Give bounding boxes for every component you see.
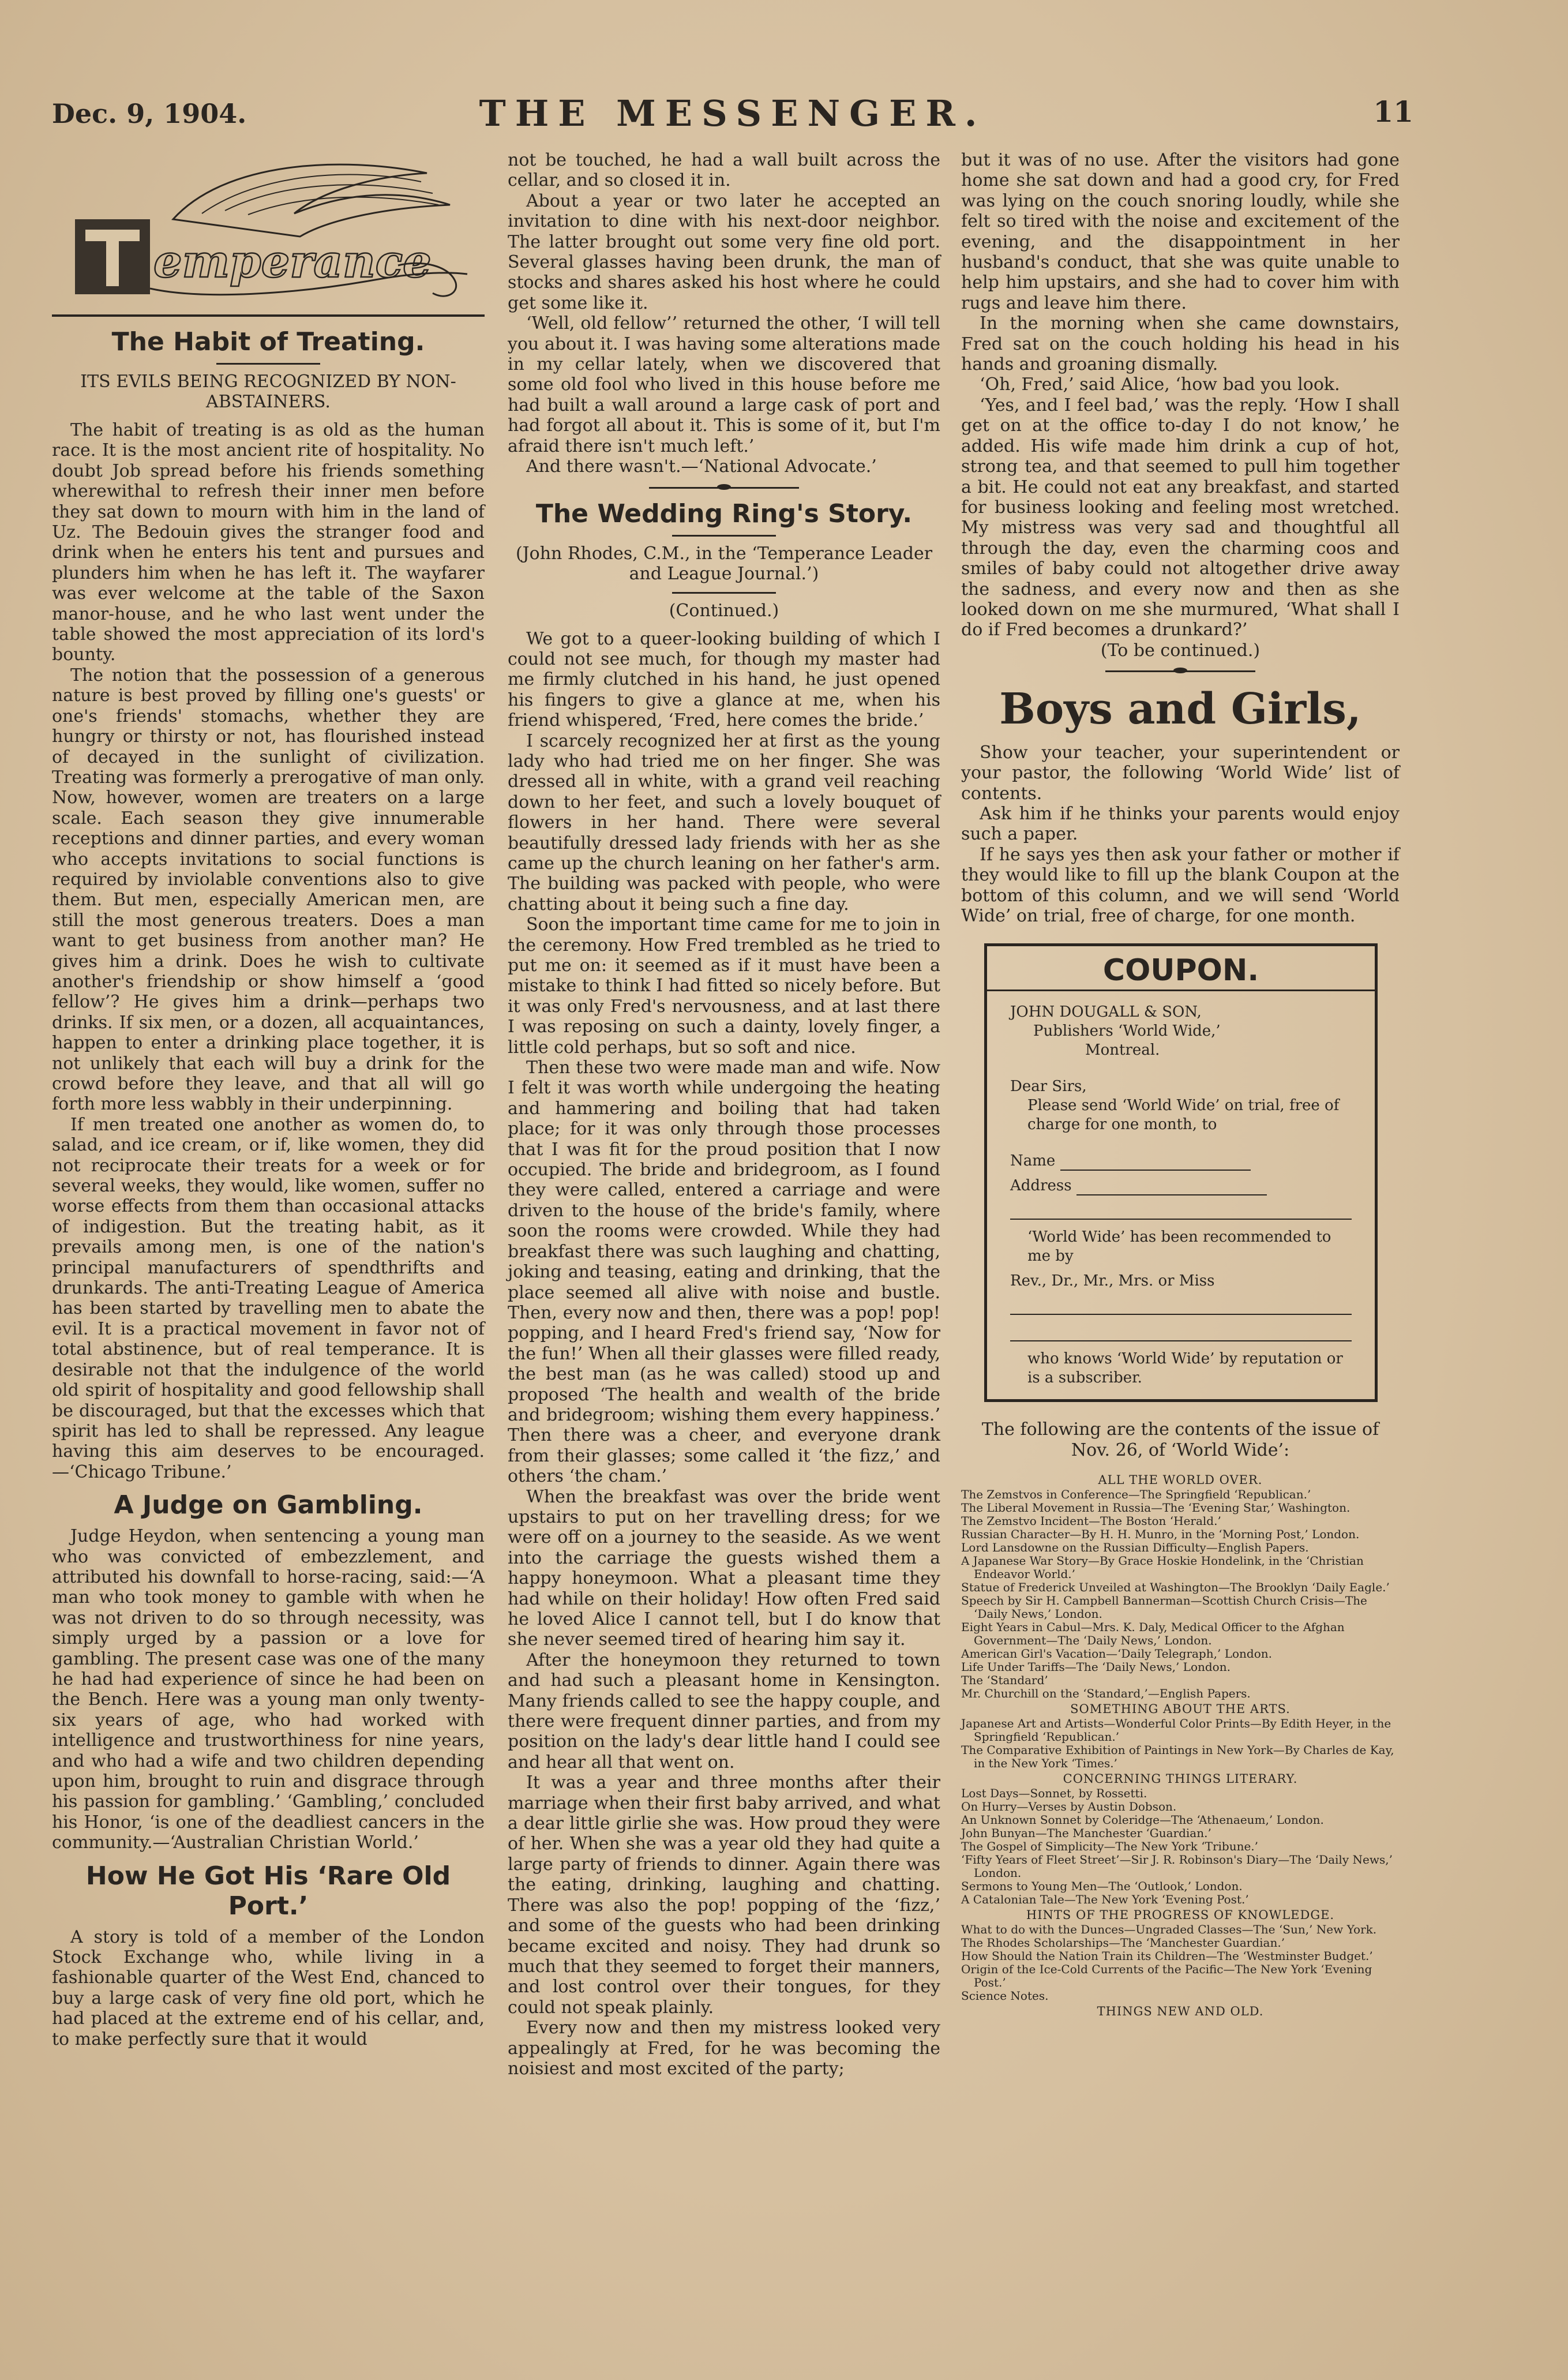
- newspaper-title: THE MESSENGER.: [479, 92, 986, 134]
- contents-item: The Rhodes Scholarships—The ‘Manchester Guardian.’: [961, 1936, 1285, 1950]
- continued-label: (Continued.): [669, 600, 779, 621]
- contents-item: An Unknown Sonnet by Coleridge—The ‘Athenaeum,’ London.: [961, 1813, 1324, 1827]
- heading-judge-on-gambling: A Judge on Gambling.: [114, 1490, 423, 1520]
- contents-item: John Bunyan—The Manchester ‘Guardian.’: [961, 1826, 1211, 1841]
- paragraph: If men treated one another as women do, to salad, and ice cream, or if, like women, they did not reciprocate their treats for a week or for several weeks, they would, like women, suffer no worse effects from them than occasional attacks of indigestion. But the treating habit, as it prevails among men, is one of the nation's principal manufacturers of spendthrifts and drunkards. The anti-Treating League of America has been started by travelling men to abate the evil. It is a practical movement in favor not of total abstinence, but of real temperance. It is desirable not that the indulgence of the world old spirit of hospitality and good fellowship shall be discouraged, but that the excesses which that spirit has led to shall be repressed. Any league having this aim deserves to be encouraged.—‘Chicago Tribune.’: [52, 1114, 485, 1482]
- titles-label: Rev., Dr., Mr., Mrs. or Miss: [1010, 1272, 1215, 1290]
- publisher-city: Montreal.: [1085, 1041, 1160, 1059]
- subheading-treating: ITS EVILS BEING RECOGNIZED BY NON-ABSTAINERS.: [80, 372, 456, 412]
- contents-item: Origin of the Ice-Cold Currents of the Pacific—The New York ‘Evening Post.’: [961, 1962, 1372, 1990]
- contents-item: The Zemstvo Incident—The Boston ‘Herald.’: [961, 1514, 1221, 1528]
- contents-item: A Catalonian Tale—The New York ‘Evening Post.’: [961, 1892, 1249, 1907]
- paragraph: but it was of no use. After the visitors had gone home she sat down and had a good cry, for Fred was lying on the couch snoring loudly, while she felt so tired with the noise and excitement of the evening, and the disappointment in her husband's conduct, that she was quite unable to help him upstairs, and she had to cover him with rugs and leave him there.: [961, 150, 1400, 313]
- paragraph: The habit of treating is as old as the human race. It is the most ancient rite of hospitality. No doubt Job spread before his friends something wherewithal to refresh their inner men before they sat down to mourn with him in the land of Uz. The Bedouin gives the stranger food and drink when he enters his tent and pursues and plunders him when he has left it. The wayfarer was ever welcome at the table of the Saxon manor-house, and he who last went under the table showed the most appreciation of its lord's bounty.: [52, 420, 485, 665]
- contents-item: Mr. Churchill on the ‘Standard,’—English Papers.: [961, 1686, 1251, 1701]
- paragraph: Every now and then my mistress looked very appealingly at Fred, for he was becoming the noisiest and most excited of the party;: [508, 2018, 940, 2079]
- heading-rare-old-port: How He Got His ‘Rare Old Port.’: [85, 1861, 451, 1921]
- paragraph: Ask him if he thinks your parents would enjoy such a paper.: [961, 803, 1400, 845]
- contents-section-title: ALL THE WORLD OVER.: [1098, 1473, 1263, 1487]
- paragraph: ‘Well, old fellow’’ returned the other, ‘I will tell you about it. I was having some alterations made in my cellar lately, when we discovered that some old fool who lived in this house before me had built a wall around a large cask of port and had forgot all about it. This is some of it, but I'm afraid there isn't much left.’: [508, 313, 940, 456]
- contents-item: The Zemstvos in Conference—The Springfield ‘Republican.’: [961, 1487, 1311, 1502]
- contents-item: The ‘Standard’: [961, 1673, 1048, 1688]
- divider-ornament: [1105, 668, 1255, 674]
- salutation: Dear Sirs,: [1010, 1078, 1087, 1096]
- address-line-2[interactable]: [1010, 1201, 1352, 1220]
- page-header: [52, 92, 1413, 133]
- paragraph: About a year or two later he accepted an invitation to dine with his next-door neighbor. The latter brought out some very fine old port. Several glasses having been drunk, the man of stocks and shares asked his host where he could get some like it.: [508, 190, 940, 313]
- contents-item: The Gospel of Simplicity—The New York ‘Tribune.’: [961, 1839, 1259, 1854]
- paragraph: Show your teacher, your superintendent or your pastor, the following ‘World Wide’ list of contents.: [961, 742, 1400, 804]
- temperance-banner-art: [52, 150, 485, 314]
- name-label: Name: [1010, 1152, 1056, 1170]
- contents-section-title: CONCERNING THINGS LITERARY.: [1063, 1772, 1298, 1786]
- paragraph: I scarcely recognized her at first as the young lady who had tried me on her finger. She was dressed all in white, with a grand veil reaching down to her feet, and such a lovely bouquet of flowers in her hand. There were several beautifully dressed lady friends with her as she came up the church leaning on her father's arm. The building was packed with people, who were chatting about it being such a fine day.: [508, 730, 940, 914]
- contents-item: Statue of Frederick Unveiled at Washington—The Brooklyn ‘Daily Eagle.’: [961, 1580, 1390, 1595]
- coupon-form: [984, 943, 1378, 1402]
- name-line[interactable]: [1060, 1157, 1251, 1171]
- paragraph: When the breakfast was over the bride went upstairs to put on her travelling dress; for we were off on a journey to the seaside. As we went into the carriage the guests wished them a happy honeymoon. What a pleasant time they had while on their holiday! How often Fred said he loved Alice I cannot tell, but I do know that she never seemed tired of hearing him say it.: [508, 1486, 940, 1650]
- contents-item: The Comparative Exhibition of Paintings in New York—By Charles de Kay, in the New York ‘Times.’: [961, 1743, 1394, 1771]
- contents-section-title: HINTS OF THE PROGRESS OF KNOWLEDGE.: [1026, 1908, 1335, 1922]
- source-attribution: (John Rhodes, C.M., in the ‘Temperance Leader and League Journal.’): [515, 543, 933, 584]
- request-text: Please send ‘World Wide’ on trial, free of charge for one month, to: [1027, 1097, 1340, 1134]
- name-field[interactable]: [1010, 1152, 1352, 1171]
- contents-item: Lord Lansdowne on the Russian Difficulty—English Papers.: [961, 1541, 1309, 1555]
- contents-item: On Hurry—Verses by Austin Dobson.: [961, 1800, 1177, 1814]
- paragraph: In the morning when she came downstairs, Fred sat on the couch holding his head in his hands and groaning dismally.: [961, 313, 1400, 375]
- recommender-line-1[interactable]: [1010, 1296, 1352, 1315]
- contents-item: Russian Character—By H. H. Munro, in the ‘Morning Post,’ London.: [961, 1527, 1360, 1542]
- to-be-continued: (To be continued.): [1100, 640, 1261, 661]
- divider: [672, 592, 776, 594]
- heading-habit-of-treating: The Habit of Treating.: [111, 327, 425, 357]
- paragraph: And there wasn't.—‘National Advocate.’: [526, 456, 877, 477]
- contents-item: What to do with the Dunces—Ungraded Classes—The ‘Sun,’ New York.: [961, 1922, 1377, 1937]
- paragraph: We got to a queer-looking building of which I could not see much, for though my master had me firmly clutched in his hand, he just opened his fingers to give a glance at me, when his friend whispered, ‘Fred, here comes the bride.’: [508, 628, 940, 731]
- address-label: Address: [1010, 1177, 1072, 1195]
- contents-item: Eight Years in Cabul—Mrs. K. Daly, Medical Officer to the Afghan Government—The ‘Daily News,’ London.: [961, 1620, 1345, 1648]
- heading-boys-and-girls: Boys and Girls,: [999, 684, 1361, 734]
- heading-wedding-ring-story: The Wedding Ring's Story.: [535, 499, 913, 529]
- publisher-title: Publishers ‘World Wide,’: [1033, 1022, 1221, 1040]
- issue-date: Dec. 9, 1904.: [52, 98, 247, 129]
- paragraph: ‘Yes, and I feel bad,’ was the reply. ‘How I shall get on at the office to-day I do not know,’ he added. His wife made him drink a cup of hot, strong tea, and that seemed to pull him together a bit. He could not eat any breakfast, and started for business looking and feeling most wretched. My mistress was very sad and thoughtful all through the day, even the charming coos and smiles of baby could not altogether drive away the sadness, and every now and then as she looked down on me she murmured, ‘What shall I do if Fred becomes a drunkard?’: [961, 395, 1400, 640]
- contents-item: A Japanese War Story—By Grace Hoskie Hondelink, in the ‘Christian Endeavor World.’: [961, 1554, 1364, 1581]
- divider-ornament: [649, 484, 799, 491]
- paragraph: It was a year and three months after their marriage when their first baby arrived, and what a dear little girlie she was. How proud they were of her. When she was a year old they had quite a large party of friends to dinner. Again there was the eating, drinking, laughing and chatting. There was also the pop! popping of the ‘fizz,’ and some of the guests who had been drinking became excited and noisy. They had drunk so much that they seemed to forget their manners, and lost control over their tongues, for they could not speak plainly.: [508, 1772, 940, 2018]
- column-2: [508, 150, 940, 2079]
- contents-section-title: THINGS NEW AND OLD.: [1097, 2004, 1264, 2019]
- contents-item: Sermons to Young Men—The ‘Outlook,’ London.: [961, 1879, 1243, 1894]
- contents-item: Lost Days—Sonnet, by Rossetti.: [961, 1786, 1147, 1801]
- paragraph: Then these two were made man and wife. Now I felt it was worth while undergoing the heating and hammering and boiling that had taken place; for it was only through those processes that I was fit for the proud position that I now occupied. The bride and bridegroom, as I found they were called, entered a carriage and were driven to the house of the bride's family, where soon the rooms were crowded. While they had breakfast there was such laughing and chatting, joking and teasing, eating and drinking, that the place seemed all alive with noise and bustle. Then, every now and then, there was a pop! pop! popping, and I heard Fred's friend say, ‘Now for the fun!’ When all their glasses were filled ready, the best man (as he was called) stood up and proposed ‘The health and wealth of the bride and bridegroom; wishing them every happiness.’ Then there was a cheer, and everyone drank from their glasses; some called it ‘the fizz,’ and others ‘the cham.’: [508, 1058, 940, 1487]
- page-number: 11: [1373, 95, 1413, 129]
- temperance-banner: [52, 150, 485, 317]
- coupon-footer: who knows ‘World Wide’ by reputation or is a subscriber.: [1027, 1350, 1343, 1387]
- address-line[interactable]: [1076, 1182, 1267, 1195]
- paragraph: Soon the important time came for me to join in the ceremony. How Fred trembled as he tried to put me on: it seemed as if it must have been a mistake to think I had fitted so nicely before. But it was only Fred's nervousness, and at last there I was reposing on such a dainty, lovely finger, a little cold perhaps, but so soft and nice.: [508, 914, 940, 1058]
- paragraph: not be touched, he had a wall built across the cellar, and so closed it in.: [508, 150, 940, 191]
- contents-item: Life Under Tariffs—The ‘Daily News,’ London.: [961, 1660, 1231, 1674]
- contents-intro: The following are the contents of the issue of Nov. 26, of ‘World Wide’:: [981, 1419, 1379, 1461]
- recommender-line-2[interactable]: [1010, 1323, 1352, 1341]
- contents-section-title: SOMETHING ABOUT THE ARTS.: [1070, 1702, 1291, 1716]
- temperance-lettering: emperance: [153, 235, 432, 288]
- paragraph: A story is told of a member of the London Stock Exchange who, while living in a fashionable quarter of the West End, chanced to buy a large cask of very fine old port, which he had placed at the extreme end of his cellar, and, to make perfectly sure that it would: [52, 1927, 485, 2049]
- column-3: [961, 150, 1400, 2019]
- recommended-text: ‘World Wide’ has been recommended to me by: [1027, 1228, 1331, 1265]
- address-field[interactable]: [1010, 1176, 1352, 1195]
- contents-list: [961, 1419, 1400, 2018]
- paragraph: Judge Heydon, when sentencing a young man who was convicted of embezzlement, and attributed his downfall to horse-racing, said:—‘A man who took money to gamble with when he was not driven to do so through necessity, was simply urged by a passion or a love for gambling. The present case was one of the many he had had experience of since he had been on the Bench. Here was a young man only twenty-six years of age, who had worked with intelligence and trustworthiness for nine years, and who had a wife and two children depending upon him, brought to ruin and disgrace through his passion for gambling.’ ‘Gambling,’ concluded his Honor, ‘is one of the deadliest cancers in the community.—‘Australian Christian World.’: [52, 1526, 485, 1853]
- contents-item: The Liberal Movement in Russia—The ‘Evening Star,’ Washington.: [961, 1501, 1351, 1515]
- contents-item: American Girl's Vacation—‘Daily Telegraph,’ London.: [961, 1647, 1272, 1661]
- contents-item: ‘Fifty Years of Fleet Street’—Sir J. R. Robinson's Diary—The ‘Daily News,’ London.: [961, 1853, 1393, 1880]
- paragraph: After the honeymoon they returned to town and had such a pleasant home in Kensington. Many friends called to see the happy couple, and there were frequent dinner parties, and from my position on the lady's dear little hand I could see and hear all that went on.: [508, 1650, 940, 1772]
- paragraph: If he says yes then ask your father or mother if they would like to fill up the blank Coupon at the bottom of this column, and we will send ‘World Wide’ on trial, free of charge, for one month.: [961, 844, 1400, 926]
- contents-sections: [961, 1474, 1400, 2018]
- column-1: [52, 150, 485, 2049]
- contents-item: Japanese Art and Artists—Wonderful Color Prints—By Edith Heyer, in the Springfield ‘Republican.’: [961, 1716, 1391, 1744]
- coupon-title: COUPON.: [987, 946, 1375, 991]
- contents-item: How Should the Nation Train its Children—The ‘Westminster Budget.’: [961, 1949, 1373, 1963]
- divider: [672, 535, 776, 537]
- divider: [216, 363, 320, 365]
- paragraph: ‘Oh, Fred,’ said Alice, ‘how bad you look.: [980, 374, 1340, 395]
- contents-item: Speech by Sir H. Campbell Bannerman—Scottish Church Crisis—The ‘Daily News,’ London.: [961, 1594, 1367, 1621]
- paragraph: The notion that the possession of a generous nature is best proved by filling one's guests' or one's friends' stomachs, whether they are hungry or thirsty or not, has flourished instead of decayed in the sunlight of civilization. Treating was formerly a prerogative of man only. Now, however, women are treaters on a large scale. Each season they give innumerable receptions and dinner parties, and every woman who accepts invitations to social functions is required by inviolable conventions also to give them. But men, especially American men, are still the most generous treaters. Does a man want to get business from another man? He gives him a drink. Does he wish to cultivate another's friendship or show himself a ‘good fellow’? He gives him a drink—perhaps two drinks. If six men, or a dozen, all acquaintances, happen to enter a drinking place together, it is not unlikely that each will buy a drink for the crowd before they leave, and that all will go forth more less wabbly in their underpinning.: [52, 665, 485, 1115]
- contents-item: Science Notes.: [961, 1989, 1049, 2003]
- publisher-name: JOHN DOUGALL & SON,: [1010, 1003, 1202, 1021]
